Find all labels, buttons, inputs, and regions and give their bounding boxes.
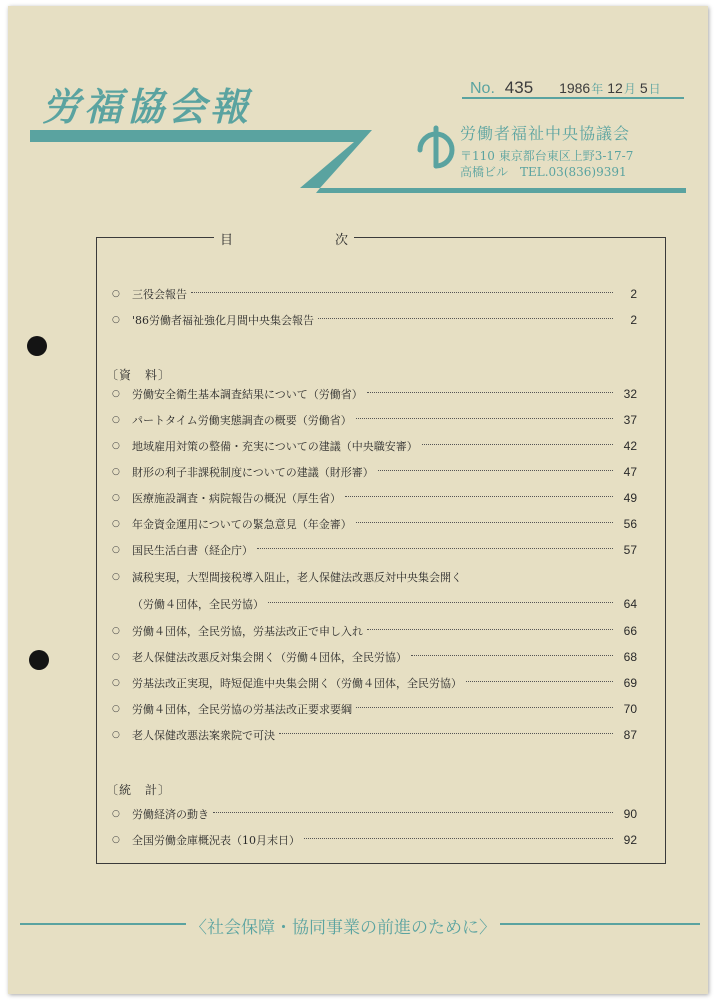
leader-dots [356, 418, 613, 419]
section-heading-materials: 〔資 料〕 [106, 368, 172, 382]
toc-title-right: 次 [334, 233, 348, 248]
masthead-band [30, 130, 372, 188]
toc-entry-label: 年金資金運用についての緊急意見（年金審） [132, 518, 352, 531]
toc-entry-page: 42 [623, 439, 637, 453]
punch-hole-lower [29, 650, 49, 670]
toc-entry-label: 減税実現，大型間接税導入阻止，老人保健法改悪反対中央集会開く [132, 571, 462, 584]
bullet-icon: ○ [112, 389, 120, 399]
toc-entry-page: 66 [623, 624, 637, 638]
toc-entry[interactable] [112, 805, 637, 823]
toc-entry-page: 49 [623, 491, 637, 505]
punch-hole-upper [27, 336, 47, 356]
leader-dots [257, 548, 613, 549]
toc-entry-page: 69 [623, 676, 637, 690]
leader-dots [213, 812, 613, 813]
bullet-icon: ○ [112, 572, 120, 582]
toc-entry-label: 労働安全衛生基本調査結果について（労働省） [132, 388, 363, 401]
toc-entry-page: 57 [623, 543, 637, 557]
toc-title [214, 229, 354, 247]
toc-entry[interactable] [112, 515, 637, 533]
section-heading-stats: 〔統 計〕 [106, 783, 172, 797]
toc-entry[interactable] [112, 411, 637, 429]
issue-underline [462, 97, 684, 99]
leader-dots [466, 681, 613, 682]
issue-info [470, 78, 665, 98]
toc-title-left: 目 [220, 233, 234, 248]
toc-entry[interactable] [112, 674, 637, 692]
toc-entry-label: 労働４団体，全民労協の労基法改正要求要綱 [132, 703, 352, 716]
leader-dots [422, 444, 613, 445]
toc-entry[interactable] [112, 648, 637, 666]
leader-dots [345, 496, 613, 497]
leader-dots [318, 318, 613, 319]
toc-entry-label: 財形の利子非課税制度についての建議（財形審） [132, 466, 374, 479]
toc-entry-continuation[interactable] [112, 595, 637, 613]
toc-entry-page: 2 [630, 313, 637, 327]
toc-entry-label: '86労働者福祉強化月間中央集会報告 [132, 314, 315, 327]
footer-slogan: 〈社会保障・協同事業の前進のために〉 [186, 913, 500, 938]
publication-title: 労福協会報 [42, 85, 253, 129]
leader-dots [411, 655, 613, 656]
toc-entry-label: 地域雇用対策の整備・充実についての建議（中央職安審） [132, 440, 418, 453]
bullet-icon: ○ [112, 652, 120, 662]
bullet-icon: ○ [112, 315, 120, 325]
toc-entry-label: 老人保健法改悪反対集会開く（労働４団体，全民労協） [132, 651, 407, 664]
issue-year-unit: 年 [591, 82, 604, 96]
toc-entry[interactable] [112, 700, 637, 718]
toc-entry[interactable] [112, 726, 637, 744]
leader-dots [367, 629, 613, 630]
toc-entry-label: 労基法改正実現，時短促進中央集会開く（労働４団体，全民労協） [132, 677, 462, 690]
toc-entry[interactable] [112, 463, 637, 481]
bullet-icon: ○ [112, 730, 120, 740]
toc-entry-page: 64 [623, 597, 637, 611]
leader-dots [378, 470, 613, 471]
toc-entry-label: パートタイム労働実態調査の概要（労働省） [132, 414, 352, 427]
leader-dots [191, 292, 613, 293]
toc-entry-page: 32 [623, 387, 637, 401]
issue-month-unit: 月 [623, 82, 636, 96]
bullet-icon: ○ [112, 467, 120, 477]
toc-entry[interactable] [112, 831, 637, 849]
toc-entry-page: 56 [623, 517, 637, 531]
masthead-rule-right [316, 188, 686, 193]
bullet-icon: ○ [112, 415, 120, 425]
bullet-icon: ○ [112, 441, 120, 451]
toc-entry-page: 2 [630, 287, 637, 301]
bullet-icon: ○ [112, 626, 120, 636]
toc-entry-label: 労働経済の動き [132, 808, 209, 821]
leader-dots [367, 392, 613, 393]
toc-entry-page: 92 [623, 833, 637, 847]
toc-entry[interactable] [112, 385, 637, 403]
toc-entry-label: 労働４団体，全民労協，労基法改正で申し入れ [132, 625, 363, 638]
toc-entry-page: 68 [623, 650, 637, 664]
toc-entry-page: 70 [623, 702, 637, 716]
bullet-icon: ○ [112, 809, 120, 819]
toc-entry[interactable] [112, 568, 637, 586]
bullet-icon: ○ [112, 545, 120, 555]
toc-entry[interactable] [112, 489, 637, 507]
toc-entry-page: 90 [623, 807, 637, 821]
organization-tel: 高橋ビル TEL.03(836)9391 [460, 165, 627, 179]
toc-entry[interactable] [112, 622, 637, 640]
bullet-icon: ○ [112, 519, 120, 529]
issue-month: 12 [607, 80, 623, 96]
bullet-icon: ○ [112, 678, 120, 688]
toc-entry-page: 87 [623, 728, 637, 742]
leader-dots [356, 707, 613, 708]
leader-dots [304, 838, 613, 839]
toc-entry[interactable] [112, 311, 637, 329]
leader-dots [356, 522, 613, 523]
toc-entry-label: （労働４団体，全民労協） [132, 598, 264, 611]
organization-name: 労働者福祉中央協議会 [460, 124, 631, 143]
issue-year: 1986 [559, 80, 591, 96]
toc-entry[interactable] [112, 437, 637, 455]
issue-day: 5 [639, 80, 648, 96]
issue-day-unit: 日 [648, 82, 661, 96]
leader-dots [279, 733, 613, 734]
bullet-icon: ○ [112, 835, 120, 845]
toc-entry[interactable] [112, 541, 637, 559]
issue-no-label: No. [470, 80, 495, 97]
toc-entry-label: 老人保健改悪法案衆院で可決 [132, 729, 275, 742]
issue-number: 435 [504, 78, 534, 97]
organization-logo-icon [420, 128, 452, 166]
bullet-icon: ○ [112, 289, 120, 299]
leader-dots [268, 602, 613, 603]
bullet-icon: ○ [112, 493, 120, 503]
toc-entry-label: 医療施設調査・病院報告の概況（厚生省） [132, 492, 341, 505]
toc-entry-label: 全国労働金庫概況表（10月末日） [132, 834, 300, 847]
toc-entry-page: 37 [623, 413, 637, 427]
toc-entry-label: 国民生活白書（経企庁） [132, 544, 253, 557]
toc-entry[interactable] [112, 285, 637, 303]
organization-address: 〒110 東京都台東区上野3-17-7 [460, 149, 634, 163]
toc-entry-label: 三役会報告 [132, 288, 187, 301]
bullet-icon: ○ [112, 704, 120, 714]
toc-entry-page: 47 [623, 465, 637, 479]
